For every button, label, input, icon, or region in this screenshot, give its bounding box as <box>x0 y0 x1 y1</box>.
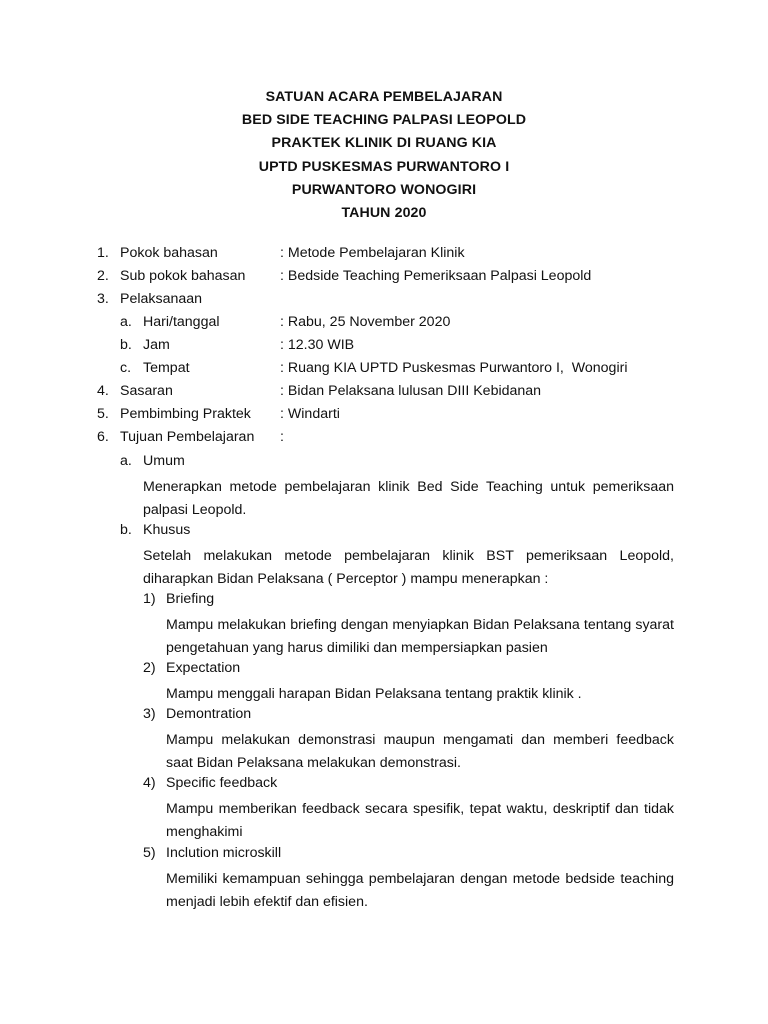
title-line-4: UPTD PUSKESMAS PURWANTORO I <box>258 158 510 175</box>
item-number: c. <box>120 360 132 376</box>
item-value: : Windarti <box>280 406 340 422</box>
item-value: : Metode Pembelajaran Klinik <box>280 245 465 261</box>
step-text-line-2: menghakimi <box>166 824 243 840</box>
item-number: b. <box>120 337 132 353</box>
item-label: Pembimbing Praktek <box>120 406 251 422</box>
item-number: 3. <box>97 291 109 307</box>
item-label: Hari/tanggal <box>143 314 220 330</box>
document-header <box>0 86 768 225</box>
step-text-line-2: menjadi lebih efektif dan efisien. <box>166 894 368 910</box>
item-label: Tempat <box>143 360 190 376</box>
title-line-3: PRAKTEK KLINIK DI RUANG KIA <box>271 135 497 152</box>
step-title: Specific feedback <box>166 775 278 791</box>
item-value: : Ruang KIA UPTD Puskesmas Purwantoro I, Wonogiri <box>280 360 628 376</box>
item-value: : Bidan Pelaksana lulusan DIII Kebidanan <box>280 383 542 399</box>
step-text-line-1: Mampu memberikan feedback secara spesifik, tepat waktu, deskriptif dan tidak <box>166 801 674 817</box>
umum-text-line-2: palpasi Leopold. <box>143 502 247 518</box>
item-label: Sub pokok bahasan <box>120 268 246 284</box>
step-title: Inclution microskill <box>166 845 282 861</box>
step-title: Expectation <box>166 660 241 676</box>
step-title: Demontration <box>166 706 252 722</box>
item-number: 6. <box>97 429 109 445</box>
item-number: 1. <box>97 245 109 261</box>
step-text-line-1: Memiliki kemampuan sehingga pembelajaran dengan metode bedside teaching <box>166 871 674 887</box>
title-line-1: SATUAN ACARA PEMBELAJARAN <box>265 89 503 105</box>
khusus-text-line-2: diharapkan Bidan Pelaksana ( Perceptor ) mampu menerapkan : <box>143 571 549 587</box>
item-value: : Rabu, 25 November 2020 <box>280 314 451 330</box>
step-number: 3) <box>143 706 156 722</box>
item-value: : 12.30 WIB <box>280 337 355 353</box>
item-label: Jam <box>143 337 170 353</box>
step-title: Briefing <box>166 591 215 607</box>
step-text-line-1: Mampu melakukan demonstrasi maupun mengamati dan memberi feedback <box>166 732 674 748</box>
step-number: 1) <box>143 591 156 607</box>
sub-number: b. <box>120 522 132 538</box>
item-label: Pelaksanaan <box>120 291 203 307</box>
title-line-5: PURWANTORO WONOGIRI <box>291 181 477 198</box>
step-number: 5) <box>143 845 156 861</box>
step-number: 4) <box>143 775 156 791</box>
title-line-2: BED SIDE TEACHING PALPASI LEOPOLD <box>241 112 527 129</box>
title-line-6: TAHUN 2020 <box>341 204 427 221</box>
step-text-line-1: Mampu melakukan briefing dengan menyiapkan Bidan Pelaksana tentang syarat <box>166 617 674 633</box>
sub-heading: Khusus <box>143 522 191 538</box>
item-number: a. <box>120 314 132 330</box>
item-label: Tujuan Pembelajaran <box>120 429 255 445</box>
umum-text-line-1: Menerapkan metode pembelajaran klinik Bed Side Teaching untuk pemeriksaan <box>143 479 674 495</box>
item-number: 4. <box>97 383 109 399</box>
sub-heading: Umum <box>143 453 185 469</box>
step-text-line-2: pengetahuan yang harus dimiliki dan mempersiapkan pasien <box>166 640 548 656</box>
step-number: 2) <box>143 660 156 676</box>
item-value: : <box>280 429 284 445</box>
item-number: 5. <box>97 406 109 422</box>
item-label: Sasaran <box>120 383 173 399</box>
item-value: : Bedside Teaching Pemeriksaan Palpasi Leopold <box>280 268 592 284</box>
sub-number: a. <box>120 453 132 469</box>
step-text-line-1: Mampu menggali harapan Bidan Pelaksana tentang praktik klinik . <box>166 686 582 702</box>
item-number: 2. <box>97 268 109 284</box>
item-label: Pokok bahasan <box>120 245 218 261</box>
step-text-line-2: saat Bidan Pelaksana melakukan demonstrasi. <box>166 755 461 771</box>
khusus-text-line-1: Setelah melakukan metode pembelajaran klinik BST pemeriksaan Leopold, <box>143 548 674 564</box>
